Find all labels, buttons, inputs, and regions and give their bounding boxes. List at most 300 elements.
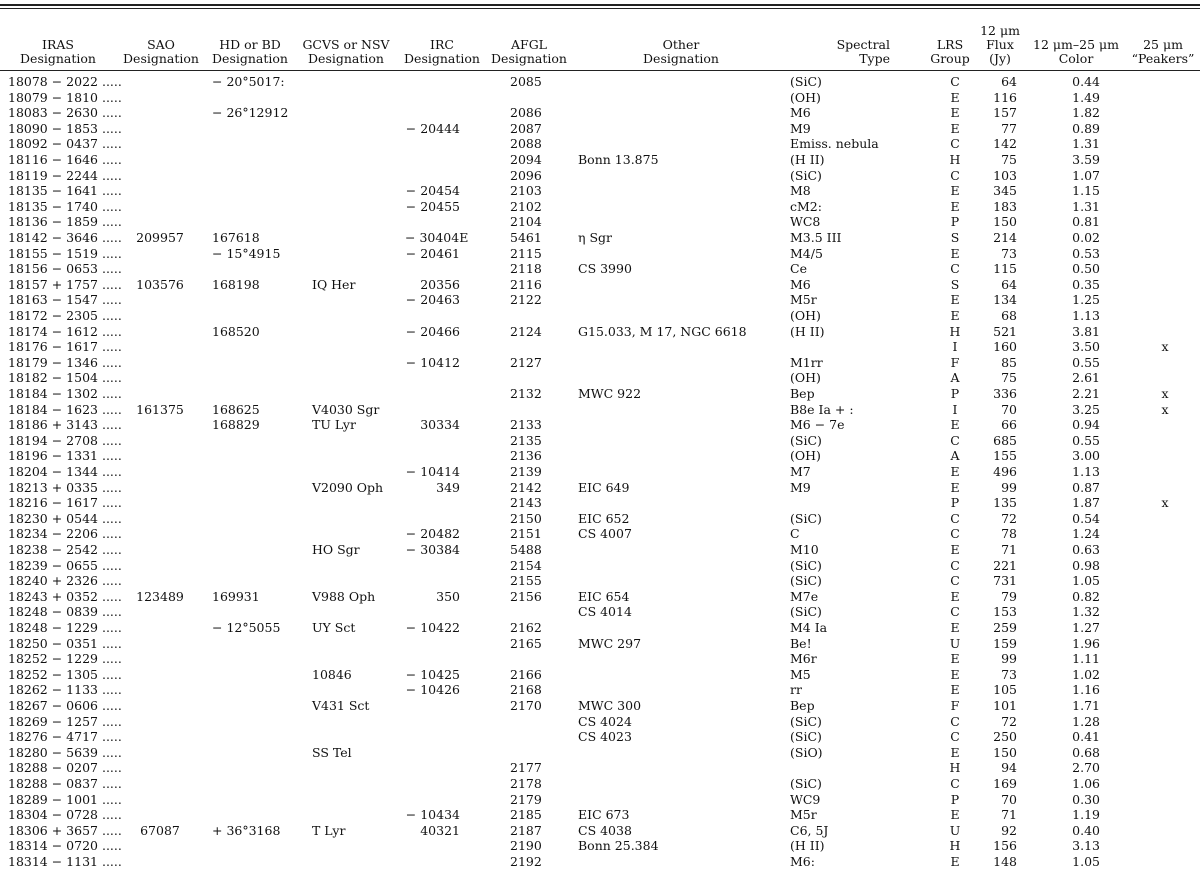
cell-gcvs: T Lyr <box>312 822 346 838</box>
cell-color: 1.05 <box>1072 573 1100 589</box>
cell-afgl: 2115 <box>510 245 542 261</box>
header-afgl <box>490 18 568 66</box>
cell-gcvs: V988 Oph <box>312 588 376 604</box>
cell-iras: 18184 − 1302 ..... <box>8 386 122 401</box>
cell-color: 1.13 <box>1072 464 1100 479</box>
header-spectral-line: Type <box>859 51 890 66</box>
table-row <box>0 277 1200 293</box>
table-row <box>0 417 1200 433</box>
table-row <box>0 620 1200 636</box>
cell-spectral: M7 <box>790 464 811 479</box>
cell-lrs: F <box>950 354 960 370</box>
cell-color: 3.25 <box>1072 401 1100 417</box>
cell-hd: 167618 <box>212 230 260 245</box>
cell-iras: 18238 − 2542 ..... <box>8 542 122 557</box>
cell-color: 1.07 <box>1072 167 1100 183</box>
header-flux-line: Flux <box>986 37 1014 52</box>
table-row <box>0 402 1200 418</box>
cell-afgl: 2118 <box>510 261 542 277</box>
cell-spectral: (H II) <box>790 838 825 854</box>
cell-flux: 103 <box>993 167 1017 183</box>
header-other-line: Designation <box>643 51 719 66</box>
cell-iras: 18184 − 1623 ..... <box>8 401 122 417</box>
cell-other: G15.033, M 17, NGC 6618 <box>578 323 747 339</box>
cell-hd: + 36°3168 <box>212 822 281 838</box>
cell-spectral: M8 <box>790 183 811 199</box>
cell-afgl: 5461 <box>510 230 542 245</box>
cell-iras: 18157 + 1757 ..... <box>8 276 122 292</box>
cell-irc: − 10426 <box>405 682 460 698</box>
header-hd-line: Designation <box>212 51 288 66</box>
cell-irc: 20356 <box>420 276 460 292</box>
cell-color: 1.71 <box>1072 698 1100 713</box>
table-row <box>0 792 1200 808</box>
table-row <box>0 651 1200 667</box>
cell-lrs: E <box>950 588 960 604</box>
header-spectral <box>800 18 890 66</box>
cell-flux: 155 <box>993 448 1017 464</box>
cell-irc: − 20463 <box>405 292 460 308</box>
cell-color: 1.13 <box>1072 308 1100 323</box>
table-row <box>0 433 1200 449</box>
cell-flux: 68 <box>1001 308 1017 323</box>
table-row <box>0 261 1200 277</box>
cell-color: 1.28 <box>1072 713 1100 729</box>
cell-color: 2.61 <box>1072 370 1100 386</box>
table-row <box>0 90 1200 106</box>
cell-iras: 18179 − 1346 ..... <box>8 354 122 370</box>
header-afgl-line: AFGL <box>511 37 547 52</box>
cell-iras: 18079 − 1810 ..... <box>8 89 122 105</box>
cell-lrs: C <box>950 261 960 277</box>
cell-lrs: I <box>952 401 958 417</box>
cell-irc: − 30404E <box>405 230 469 245</box>
header-sao <box>122 18 200 66</box>
cell-iras: 18142 − 3646 ..... <box>8 230 122 245</box>
cell-iras: 18172 − 2305 ..... <box>8 308 122 323</box>
cell-iras: 18230 + 0544 ..... <box>8 510 122 526</box>
cell-gcvs: TU Lyr <box>312 417 356 433</box>
table-row <box>0 714 1200 730</box>
cell-flux: 153 <box>993 604 1017 620</box>
cell-hd: − 12°5055 <box>212 620 281 635</box>
cell-color: 1.49 <box>1072 89 1100 105</box>
cell-lrs: E <box>950 105 960 121</box>
header-spectral-line: Spectral <box>836 37 890 52</box>
cell-spectral: Emiss. nebula <box>790 136 879 152</box>
table-row <box>0 511 1200 527</box>
table-row <box>0 136 1200 152</box>
cell-other: CS 4024 <box>578 713 632 729</box>
cell-flux: 73 <box>1001 666 1017 682</box>
cell-lrs: C <box>950 74 960 89</box>
cell-flux: 731 <box>993 573 1017 589</box>
cell-irc: − 10425 <box>405 666 460 682</box>
table-row <box>0 480 1200 496</box>
cell-spectral: M6 − 7e <box>790 417 845 433</box>
header-gcvs <box>300 18 392 66</box>
cell-iras: 18304 − 0728 ..... <box>8 807 122 823</box>
table-row <box>0 636 1200 652</box>
cell-irc: − 10422 <box>405 620 460 635</box>
cell-color: 0.89 <box>1072 120 1100 136</box>
cell-color: 1.24 <box>1072 526 1100 542</box>
cell-flux: 64 <box>1001 276 1017 292</box>
header-lrs-line: LRS <box>936 37 964 52</box>
cell-irc: − 20482 <box>405 526 460 542</box>
cell-flux: 94 <box>1001 760 1017 776</box>
cell-lrs: C <box>950 557 960 573</box>
cell-spectral: M10 <box>790 542 819 557</box>
cell-afgl: 2096 <box>510 167 542 183</box>
cell-hd: 169931 <box>212 588 260 604</box>
cell-flux: 99 <box>1001 651 1017 667</box>
cell-afgl: 2192 <box>510 854 542 869</box>
cell-other: MWC 922 <box>578 386 642 401</box>
table-row <box>0 495 1200 511</box>
cell-hd: − 20°5017: <box>212 74 285 89</box>
cell-lrs: E <box>950 308 960 323</box>
cell-flux: 75 <box>1001 370 1017 386</box>
cell-spectral: (H II) <box>790 152 825 167</box>
table-row <box>0 74 1200 90</box>
cell-color: 0.94 <box>1072 417 1100 433</box>
cell-lrs: C <box>950 604 960 620</box>
table-row <box>0 589 1200 605</box>
cell-hd: − 26°12912 <box>212 105 289 121</box>
cell-iras: 18083 − 2630 ..... <box>8 105 122 121</box>
cell-afgl: 2094 <box>510 152 542 167</box>
cell-color: 1.82 <box>1072 105 1100 121</box>
cell-spectral: M6r <box>790 651 817 667</box>
cell-iras: 18078 − 2022 ..... <box>8 74 122 89</box>
cell-spectral: C6, 5J <box>790 822 829 838</box>
cell-flux: 345 <box>993 183 1017 199</box>
cell-iras: 18194 − 2708 ..... <box>8 432 122 448</box>
cell-other: EIC 654 <box>578 588 630 604</box>
cell-flux: 78 <box>1001 526 1017 542</box>
header-flux-line: 12 μm <box>980 23 1020 38</box>
cell-lrs: E <box>950 417 960 433</box>
cell-lrs: I <box>952 339 958 355</box>
header-lrs-line: Group <box>930 51 970 66</box>
table-row <box>0 698 1200 714</box>
cell-afgl: 2168 <box>510 682 542 698</box>
cell-afgl: 2132 <box>510 386 542 401</box>
header-sao-line: Designation <box>123 51 199 66</box>
cell-gcvs: V431 Sct <box>312 698 370 713</box>
cell-afgl: 2165 <box>510 635 542 651</box>
cell-spectral: M9 <box>790 479 811 495</box>
cell-flux: 116 <box>993 89 1017 105</box>
cell-lrs: C <box>950 510 960 526</box>
table-row <box>0 745 1200 761</box>
cell-spectral: (OH) <box>790 308 821 323</box>
cell-lrs: A <box>950 448 960 464</box>
cell-iras: 18262 − 1133 ..... <box>8 682 122 698</box>
cell-lrs: U <box>949 635 961 651</box>
cell-flux: 73 <box>1001 245 1017 261</box>
cell-iras: 18248 − 1229 ..... <box>8 620 122 635</box>
header-irc-line: IRC <box>430 37 454 52</box>
cell-color: 1.05 <box>1072 854 1100 869</box>
cell-afgl: 2190 <box>510 838 542 854</box>
cell-afgl: 2103 <box>510 183 542 199</box>
cell-iras: 18135 − 1740 ..... <box>8 198 122 214</box>
cell-flux: 77 <box>1001 120 1017 136</box>
cell-lrs: C <box>950 167 960 183</box>
cell-flux: 75 <box>1001 152 1017 167</box>
table-row <box>0 558 1200 574</box>
table-row <box>0 339 1200 355</box>
cell-lrs: C <box>950 573 960 589</box>
cell-flux: 336 <box>993 386 1017 401</box>
cell-lrs: C <box>950 713 960 729</box>
cell-iras: 18280 − 5639 ..... <box>8 744 122 760</box>
cell-iras: 18267 − 0606 ..... <box>8 698 122 713</box>
cell-flux: 101 <box>993 698 1017 713</box>
cell-color: 2.70 <box>1072 760 1100 776</box>
cell-afgl: 2177 <box>510 760 542 776</box>
cell-spectral: (OH) <box>790 370 821 386</box>
cell-hd: 168198 <box>212 276 260 292</box>
cell-spectral: WC9 <box>790 791 821 807</box>
cell-other: MWC 300 <box>578 698 642 713</box>
cell-iras: 18196 − 1331 ..... <box>8 448 122 464</box>
cell-iras: 18288 − 0207 ..... <box>8 760 122 776</box>
cell-afgl: 2151 <box>510 526 542 542</box>
cell-iras: 18204 − 1344 ..... <box>8 464 122 479</box>
cell-lrs: E <box>950 744 960 760</box>
cell-color: 1.96 <box>1072 635 1100 651</box>
cell-afgl: 2127 <box>510 354 542 370</box>
cell-flux: 71 <box>1001 807 1017 823</box>
header-color-line: 12 μm–25 μm <box>1033 37 1119 52</box>
cell-lrs: A <box>950 370 960 386</box>
cell-flux: 92 <box>1001 822 1017 838</box>
cell-color: 1.11 <box>1072 651 1100 667</box>
cell-spectral: (OH) <box>790 89 821 105</box>
cell-irc: − 20454 <box>405 183 460 199</box>
cell-spectral: (SiC) <box>790 729 822 745</box>
top-rule-thin <box>0 8 1200 9</box>
cell-irc: − 20455 <box>405 198 460 214</box>
cell-flux: 221 <box>993 557 1017 573</box>
cell-spectral: C <box>790 526 800 542</box>
cell-color: 1.19 <box>1072 807 1100 823</box>
header-peak <box>1128 18 1198 66</box>
cell-gcvs: SS Tel <box>312 744 352 760</box>
cell-iras: 18269 − 1257 ..... <box>8 713 122 729</box>
cell-iras: 18186 + 3143 ..... <box>8 417 122 433</box>
cell-color: 3.50 <box>1072 339 1100 355</box>
cell-flux: 169 <box>993 776 1017 791</box>
cell-other: EIC 673 <box>578 807 630 823</box>
cell-iras: 18288 − 0837 ..... <box>8 776 122 791</box>
cell-afgl: 2166 <box>510 666 542 682</box>
header-peak-line: 25 μm <box>1143 37 1183 52</box>
cell-color: 1.02 <box>1072 666 1100 682</box>
table-row <box>0 729 1200 745</box>
cell-flux: 259 <box>993 620 1017 635</box>
cell-color: 0.40 <box>1072 822 1100 838</box>
cell-irc: 349 <box>436 479 460 495</box>
table-row <box>0 776 1200 792</box>
header-gcvs-line: GCVS or NSV <box>302 37 390 52</box>
cell-lrs: E <box>950 542 960 557</box>
cell-flux: 71 <box>1001 542 1017 557</box>
table-row <box>0 667 1200 683</box>
cell-iras: 18092 − 0437 ..... <box>8 136 122 152</box>
cell-iras: 18174 − 1612 ..... <box>8 323 122 339</box>
cell-spectral: Bep <box>790 386 815 401</box>
table-row <box>0 573 1200 589</box>
cell-spectral: (SiC) <box>790 604 822 620</box>
cell-afgl: 2088 <box>510 136 542 152</box>
table-row <box>0 448 1200 464</box>
cell-iras: 18314 − 1131 ..... <box>8 854 122 869</box>
cell-other: η Sgr <box>578 230 613 245</box>
cell-lrs: S <box>950 230 960 245</box>
cell-color: 1.31 <box>1072 198 1100 214</box>
cell-color: 0.87 <box>1072 479 1100 495</box>
cell-gcvs: 10846 <box>312 666 352 682</box>
cell-lrs: C <box>950 729 960 745</box>
cell-color: 1.16 <box>1072 682 1100 698</box>
cell-flux: 79 <box>1001 588 1017 604</box>
cell-color: 2.21 <box>1072 386 1100 401</box>
header-lrs <box>925 18 975 66</box>
header-hd <box>210 18 290 66</box>
cell-color: 0.54 <box>1072 510 1100 526</box>
cell-spectral: (SiO) <box>790 744 823 760</box>
table-row <box>0 526 1200 542</box>
cell-flux: 64 <box>1001 74 1017 89</box>
table-row <box>0 807 1200 823</box>
cell-afgl: 2116 <box>510 276 542 292</box>
cell-spectral: (OH) <box>790 448 821 464</box>
cell-lrs: H <box>949 323 961 339</box>
cell-other: CS 4007 <box>578 526 632 542</box>
cell-lrs: E <box>950 651 960 667</box>
cell-color: 0.41 <box>1072 729 1100 745</box>
cell-color: 1.27 <box>1072 620 1100 635</box>
cell-sao: 103576 <box>136 276 184 292</box>
cell-afgl: 2162 <box>510 620 542 635</box>
cell-afgl: 2124 <box>510 323 542 339</box>
cell-flux: 496 <box>993 464 1017 479</box>
header-sao-line: SAO <box>147 37 175 52</box>
cell-flux: 183 <box>993 198 1017 214</box>
table-row <box>0 464 1200 480</box>
cell-peak: x <box>1161 495 1169 511</box>
table-row <box>0 168 1200 184</box>
table-row <box>0 823 1200 839</box>
cell-flux: 142 <box>993 136 1017 152</box>
cell-lrs: E <box>950 198 960 214</box>
cell-spectral: WC8 <box>790 214 821 230</box>
cell-spectral: M5r <box>790 292 817 308</box>
cell-afgl: 2139 <box>510 464 542 479</box>
cell-spectral: M6: <box>790 854 815 869</box>
cell-other: Bonn 25.384 <box>578 838 659 854</box>
cell-color: 0.82 <box>1072 588 1100 604</box>
cell-irc: − 20444 <box>405 120 460 136</box>
table-row <box>0 542 1200 558</box>
cell-color: 0.50 <box>1072 261 1100 277</box>
cell-irc: − 10412 <box>405 354 460 370</box>
cell-iras: 18119 − 2244 ..... <box>8 167 122 183</box>
cell-flux: 99 <box>1001 479 1017 495</box>
cell-iras: 18252 − 1305 ..... <box>8 666 122 682</box>
cell-afgl: 2150 <box>510 510 542 526</box>
cell-hd: 168520 <box>212 323 260 339</box>
cell-iras: 18156 − 0653 ..... <box>8 261 122 277</box>
cell-color: 1.31 <box>1072 136 1100 152</box>
cell-lrs: E <box>950 183 960 199</box>
header-flux-line: (Jy) <box>989 51 1011 66</box>
table-row <box>0 199 1200 215</box>
top-rule-thick <box>0 4 1200 6</box>
cell-iras: 18289 − 1001 ..... <box>8 791 122 807</box>
cell-color: 0.30 <box>1072 791 1100 807</box>
cell-lrs: E <box>950 89 960 105</box>
header-flux <box>980 18 1020 66</box>
cell-flux: 250 <box>993 729 1017 745</box>
cell-spectral: M6 <box>790 105 811 121</box>
cell-iras: 18182 − 1504 ..... <box>8 370 122 386</box>
cell-flux: 521 <box>993 323 1017 339</box>
cell-spectral: (SiC) <box>790 776 822 791</box>
table-row <box>0 370 1200 386</box>
table-row <box>0 246 1200 262</box>
cell-color: 0.53 <box>1072 245 1100 261</box>
cell-afgl: 2185 <box>510 807 542 823</box>
header-iras-line: Designation <box>20 51 96 66</box>
cell-flux: 85 <box>1001 354 1017 370</box>
cell-color: 1.87 <box>1072 495 1100 511</box>
cell-spectral: Bep <box>790 698 815 713</box>
cell-lrs: E <box>950 120 960 136</box>
cell-color: 0.98 <box>1072 557 1100 573</box>
cell-spectral: (H II) <box>790 323 825 339</box>
cell-lrs: C <box>950 136 960 152</box>
cell-iras: 18216 − 1617 ..... <box>8 495 122 511</box>
table-row <box>0 854 1200 870</box>
cell-color: 0.02 <box>1072 230 1100 245</box>
cell-lrs: H <box>949 838 961 854</box>
cell-spectral: (SiC) <box>790 510 822 526</box>
cell-flux: 157 <box>993 105 1017 121</box>
cell-irc: 350 <box>436 588 460 604</box>
cell-spectral: M4/5 <box>790 245 823 261</box>
cell-flux: 159 <box>993 635 1017 651</box>
cell-iras: 18116 − 1646 ..... <box>8 152 122 167</box>
cell-flux: 70 <box>1001 791 1017 807</box>
cell-flux: 66 <box>1001 417 1017 433</box>
cell-iras: 18306 + 3657 ..... <box>8 822 122 838</box>
cell-peak: x <box>1161 339 1169 355</box>
cell-lrs: E <box>950 854 960 869</box>
cell-iras: 18243 + 0352 ..... <box>8 588 122 604</box>
cell-flux: 148 <box>993 854 1017 869</box>
cell-lrs: H <box>949 760 961 776</box>
cell-color: 0.68 <box>1072 744 1100 760</box>
cell-spectral: M1rr <box>790 354 823 370</box>
cell-spectral: (SiC) <box>790 167 822 183</box>
cell-spectral: M9 <box>790 120 811 136</box>
table-row <box>0 308 1200 324</box>
